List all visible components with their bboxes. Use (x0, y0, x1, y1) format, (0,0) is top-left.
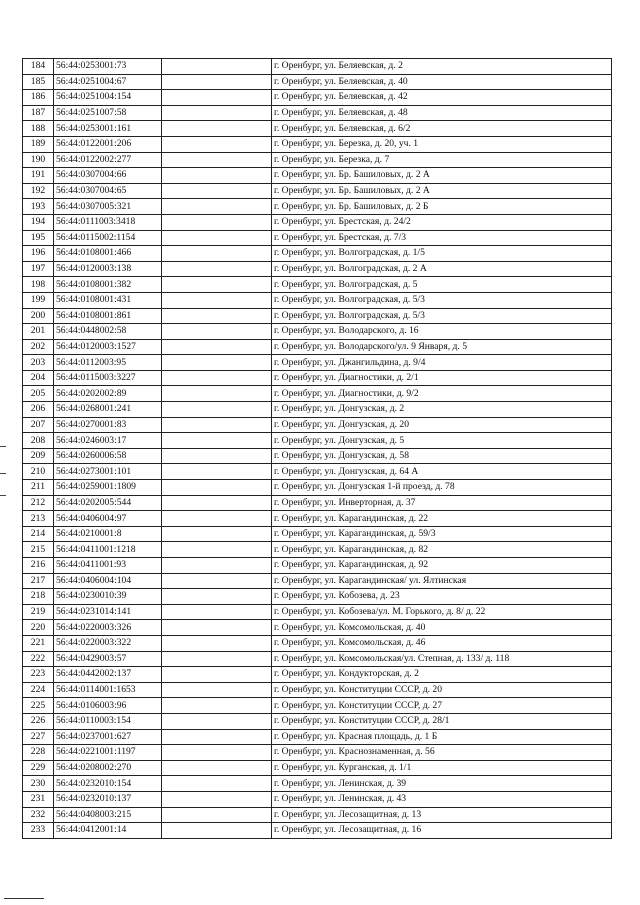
empty-cell (162, 558, 272, 574)
cadastral-number-cell: 56:44:0230010:39 (54, 589, 162, 605)
cadastral-number-cell: 56:44:0237001:627 (54, 729, 162, 745)
table-row (23, 168, 612, 184)
table-row (23, 667, 612, 683)
table-row (23, 526, 612, 542)
table-row (23, 152, 612, 168)
empty-cell (162, 573, 272, 589)
empty-cell (162, 74, 272, 90)
empty-cell (162, 667, 272, 683)
address-cell: г. Оренбург, ул. Карагандинская, д. 92 (272, 558, 612, 574)
address-cell: г. Оренбург, ул. Донгузская 1-й проезд, д. 78 (272, 480, 612, 496)
address-cell: г. Оренбург, ул. Донгузская, д. 2 (272, 402, 612, 418)
scan-edge-mark (0, 446, 6, 447)
table-row (23, 292, 612, 308)
row-number-cell: 227 (23, 729, 54, 745)
row-number-cell: 217 (23, 573, 54, 589)
row-number-cell: 218 (23, 589, 54, 605)
empty-cell (162, 604, 272, 620)
empty-cell (162, 542, 272, 558)
empty-cell (162, 776, 272, 792)
row-number-cell: 201 (23, 324, 54, 340)
empty-cell (162, 105, 272, 121)
row-number-cell: 185 (23, 74, 54, 90)
address-cell: г. Оренбург, ул. Беляевская, д. 48 (272, 105, 612, 121)
cadastral-number-cell: 56:44:0412001:14 (54, 823, 162, 839)
address-cell: г. Оренбург, ул. Березка, д. 7 (272, 152, 612, 168)
empty-cell (162, 121, 272, 137)
empty-cell (162, 402, 272, 418)
empty-cell (162, 183, 272, 199)
table-row (23, 745, 612, 761)
empty-cell (162, 713, 272, 729)
table-row (23, 791, 612, 807)
cadastral-number-cell: 56:44:0110003:154 (54, 713, 162, 729)
cadastral-number-cell: 56:44:0115003:3227 (54, 370, 162, 386)
table-row (23, 183, 612, 199)
cadastral-number-cell: 56:44:0112003:95 (54, 355, 162, 371)
table-row (23, 370, 612, 386)
address-cell: г. Оренбург, ул. Донгузская, д. 20 (272, 417, 612, 433)
cadastral-number-cell: 56:44:0307005:321 (54, 199, 162, 215)
empty-cell (162, 246, 272, 262)
empty-cell (162, 480, 272, 496)
row-number-cell: 193 (23, 199, 54, 215)
address-cell: г. Оренбург, ул. Брестская, д. 24/2 (272, 214, 612, 230)
empty-cell (162, 511, 272, 527)
address-cell: г. Оренбург, ул. Конституции СССР, д. 27 (272, 698, 612, 714)
row-number-cell: 190 (23, 152, 54, 168)
empty-cell (162, 635, 272, 651)
table-row (23, 246, 612, 262)
row-number-cell: 216 (23, 558, 54, 574)
registry-table-body (23, 59, 612, 839)
empty-cell (162, 589, 272, 605)
address-cell: г. Оренбург, ул. Карагандинская, д. 82 (272, 542, 612, 558)
row-number-cell: 203 (23, 355, 54, 371)
cadastral-number-cell: 56:44:0108001:431 (54, 292, 162, 308)
row-number-cell: 199 (23, 292, 54, 308)
empty-cell (162, 199, 272, 215)
cadastral-number-cell: 56:44:0406004:104 (54, 573, 162, 589)
address-cell: г. Оренбург, ул. Инверторная, д. 37 (272, 495, 612, 511)
table-row (23, 74, 612, 90)
table-row (23, 433, 612, 449)
scan-edge-mark (0, 473, 6, 474)
address-cell: г. Оренбург, ул. Диагностики, д. 2/1 (272, 370, 612, 386)
table-row (23, 542, 612, 558)
table-row (23, 604, 612, 620)
row-number-cell: 198 (23, 277, 54, 293)
row-number-cell: 233 (23, 823, 54, 839)
empty-cell (162, 791, 272, 807)
table-row (23, 464, 612, 480)
empty-cell (162, 292, 272, 308)
row-number-cell: 207 (23, 417, 54, 433)
cadastral-number-cell: 56:44:0448002:58 (54, 324, 162, 340)
empty-cell (162, 308, 272, 324)
empty-cell (162, 355, 272, 371)
address-cell: г. Оренбург, ул. Бр. Башиловых, д. 2 А (272, 168, 612, 184)
empty-cell (162, 277, 272, 293)
cadastral-number-cell: 56:44:0429003:57 (54, 651, 162, 667)
empty-cell (162, 448, 272, 464)
address-cell: г. Оренбург, ул. Волгоградская, д. 1/5 (272, 246, 612, 262)
empty-cell (162, 433, 272, 449)
row-number-cell: 209 (23, 448, 54, 464)
row-number-cell: 205 (23, 386, 54, 402)
table-row (23, 729, 612, 745)
empty-cell (162, 464, 272, 480)
row-number-cell: 192 (23, 183, 54, 199)
table-row (23, 511, 612, 527)
table-row (23, 355, 612, 371)
empty-cell (162, 495, 272, 511)
table-row (23, 417, 612, 433)
table-row (23, 760, 612, 776)
cadastral-number-cell: 56:44:0251007:58 (54, 105, 162, 121)
table-row (23, 136, 612, 152)
address-cell: г. Оренбург, ул. Донгузская, д. 64 А (272, 464, 612, 480)
empty-cell (162, 152, 272, 168)
scan-edge-mark (0, 495, 6, 496)
address-cell: г. Оренбург, ул. Красная площадь, д. 1 Б (272, 729, 612, 745)
table-row (23, 230, 612, 246)
cadastral-number-cell: 56:44:0232010:154 (54, 776, 162, 792)
cadastral-number-cell: 56:44:0220003:326 (54, 620, 162, 636)
address-cell: г. Оренбург, ул. Лесозащитная, д. 13 (272, 807, 612, 823)
table-row (23, 823, 612, 839)
address-cell: г. Оренбург, ул. Бр. Башиловых, д. 2 Б (272, 199, 612, 215)
address-cell: г. Оренбург, ул. Беляевская, д. 40 (272, 74, 612, 90)
address-cell: г. Оренбург, ул. Волгоградская, д. 5 (272, 277, 612, 293)
registry-table (22, 58, 612, 839)
row-number-cell: 220 (23, 620, 54, 636)
address-cell: г. Оренбург, ул. Конституции СССР, д. 28/1 (272, 713, 612, 729)
cadastral-number-cell: 56:44:0253001:73 (54, 59, 162, 75)
empty-cell (162, 620, 272, 636)
cadastral-number-cell: 56:44:0108001:861 (54, 308, 162, 324)
address-cell: г. Оренбург, ул. Кобозева/ул. М. Горького, д. 8/ д. 22 (272, 604, 612, 620)
empty-cell (162, 230, 272, 246)
empty-cell (162, 745, 272, 761)
row-number-cell: 196 (23, 246, 54, 262)
row-number-cell: 211 (23, 480, 54, 496)
row-number-cell: 194 (23, 214, 54, 230)
table-row (23, 589, 612, 605)
table-row (23, 620, 612, 636)
row-number-cell: 212 (23, 495, 54, 511)
empty-cell (162, 59, 272, 75)
cadastral-number-cell: 56:44:0208002:270 (54, 760, 162, 776)
address-cell: г. Оренбург, ул. Беляевская, д. 6/2 (272, 121, 612, 137)
cadastral-number-cell: 56:44:0442002:137 (54, 667, 162, 683)
scan-bottom-mark (4, 898, 44, 899)
table-row (23, 324, 612, 340)
table-row (23, 402, 612, 418)
row-number-cell: 204 (23, 370, 54, 386)
cadastral-number-cell: 56:44:0232010:137 (54, 791, 162, 807)
cadastral-number-cell: 56:44:0411001:1218 (54, 542, 162, 558)
address-cell: г. Оренбург, ул. Диагностики, д. 9/2 (272, 386, 612, 402)
table-row (23, 807, 612, 823)
address-cell: г. Оренбург, ул. Донгузская, д. 58 (272, 448, 612, 464)
table-row (23, 651, 612, 667)
address-cell: г. Оренбург, ул. Ленинская, д. 39 (272, 776, 612, 792)
cadastral-number-cell: 56:44:0108001:382 (54, 277, 162, 293)
row-number-cell: 200 (23, 308, 54, 324)
cadastral-number-cell: 56:44:0115002:1154 (54, 230, 162, 246)
cadastral-number-cell: 56:44:0259001:1809 (54, 480, 162, 496)
row-number-cell: 226 (23, 713, 54, 729)
address-cell: г. Оренбург, ул. Бр. Башиловых, д. 2 А (272, 183, 612, 199)
row-number-cell: 223 (23, 667, 54, 683)
table-row (23, 261, 612, 277)
cadastral-number-cell: 56:44:0122002:277 (54, 152, 162, 168)
empty-cell (162, 386, 272, 402)
row-number-cell: 215 (23, 542, 54, 558)
address-cell: г. Оренбург, ул. Беляевская, д. 42 (272, 90, 612, 106)
row-number-cell: 231 (23, 791, 54, 807)
empty-cell (162, 823, 272, 839)
row-number-cell: 222 (23, 651, 54, 667)
cadastral-number-cell: 56:44:0231014:141 (54, 604, 162, 620)
row-number-cell: 184 (23, 59, 54, 75)
row-number-cell: 214 (23, 526, 54, 542)
cadastral-number-cell: 56:44:0251004:154 (54, 90, 162, 106)
table-row (23, 59, 612, 75)
address-cell: г. Оренбург, ул. Карагандинская, д. 59/3 (272, 526, 612, 542)
address-cell: г. Оренбург, ул. Донгузская, д. 5 (272, 433, 612, 449)
empty-cell (162, 261, 272, 277)
table-row (23, 105, 612, 121)
address-cell: г. Оренбург, ул. Беляевская, д. 2 (272, 59, 612, 75)
empty-cell (162, 651, 272, 667)
address-cell: г. Оренбург, ул. Волгоградская, д. 5/3 (272, 308, 612, 324)
cadastral-number-cell: 56:44:0120003:1527 (54, 339, 162, 355)
cadastral-number-cell: 56:44:0106003:96 (54, 698, 162, 714)
cadastral-number-cell: 56:44:0210001:8 (54, 526, 162, 542)
cadastral-number-cell: 56:44:0120003:138 (54, 261, 162, 277)
address-cell: г. Оренбург, ул. Джангильдина, д. 9/4 (272, 355, 612, 371)
cadastral-number-cell: 56:44:0307004:66 (54, 168, 162, 184)
row-number-cell: 191 (23, 168, 54, 184)
row-number-cell: 188 (23, 121, 54, 137)
table-row (23, 776, 612, 792)
address-cell: г. Оренбург, ул. Володарского/ул. 9 Января, д. 5 (272, 339, 612, 355)
row-number-cell: 232 (23, 807, 54, 823)
cadastral-number-cell: 56:44:0273001:101 (54, 464, 162, 480)
empty-cell (162, 136, 272, 152)
empty-cell (162, 90, 272, 106)
row-number-cell: 219 (23, 604, 54, 620)
address-cell: г. Оренбург, ул. Комсомольская/ул. Степная, д. 133/ д. 118 (272, 651, 612, 667)
address-cell: г. Оренбург, ул. Володарского, д. 16 (272, 324, 612, 340)
row-number-cell: 225 (23, 698, 54, 714)
table-row (23, 713, 612, 729)
cadastral-number-cell: 56:44:0202002:89 (54, 386, 162, 402)
row-number-cell: 186 (23, 90, 54, 106)
cadastral-number-cell: 56:44:0260006:58 (54, 448, 162, 464)
empty-cell (162, 417, 272, 433)
cadastral-number-cell: 56:44:0111003:3418 (54, 214, 162, 230)
address-cell: г. Оренбург, ул. Березка, д. 20, уч. 1 (272, 136, 612, 152)
table-row (23, 635, 612, 651)
empty-cell (162, 760, 272, 776)
cadastral-number-cell: 56:44:0202005:544 (54, 495, 162, 511)
address-cell: г. Оренбург, ул. Конституции СССР, д. 20 (272, 682, 612, 698)
cadastral-number-cell: 56:44:0408003:215 (54, 807, 162, 823)
table-row (23, 448, 612, 464)
row-number-cell: 221 (23, 635, 54, 651)
empty-cell (162, 807, 272, 823)
row-number-cell: 202 (23, 339, 54, 355)
table-row (23, 277, 612, 293)
cadastral-number-cell: 56:44:0307004:65 (54, 183, 162, 199)
table-row (23, 698, 612, 714)
empty-cell (162, 168, 272, 184)
cadastral-number-cell: 56:44:0251004:67 (54, 74, 162, 90)
address-cell: г. Оренбург, ул. Волгоградская, д. 5/3 (272, 292, 612, 308)
cadastral-number-cell: 56:44:0114001:1653 (54, 682, 162, 698)
empty-cell (162, 339, 272, 355)
cadastral-number-cell: 56:44:0268001:241 (54, 402, 162, 418)
table-row (23, 480, 612, 496)
row-number-cell: 197 (23, 261, 54, 277)
row-number-cell: 189 (23, 136, 54, 152)
table-row (23, 386, 612, 402)
table-row (23, 573, 612, 589)
empty-cell (162, 729, 272, 745)
address-cell: г. Оренбург, ул. Курганская, д. 1/1 (272, 760, 612, 776)
address-cell: г. Оренбург, ул. Ленинская, д. 43 (272, 791, 612, 807)
row-number-cell: 206 (23, 402, 54, 418)
row-number-cell: 187 (23, 105, 54, 121)
table-row (23, 199, 612, 215)
empty-cell (162, 324, 272, 340)
cadastral-number-cell: 56:44:0406004:97 (54, 511, 162, 527)
row-number-cell: 195 (23, 230, 54, 246)
row-number-cell: 230 (23, 776, 54, 792)
cadastral-number-cell: 56:44:0270001:83 (54, 417, 162, 433)
table-row (23, 121, 612, 137)
table-row (23, 308, 612, 324)
table-row (23, 90, 612, 106)
address-cell: г. Оренбург, ул. Комсомольская, д. 46 (272, 635, 612, 651)
address-cell: г. Оренбург, ул. Комсомольская, д. 40 (272, 620, 612, 636)
address-cell: г. Оренбург, ул. Волгоградская, д. 2 А (272, 261, 612, 277)
table-row (23, 214, 612, 230)
table-row (23, 558, 612, 574)
cadastral-number-cell: 56:44:0108001:466 (54, 246, 162, 262)
address-cell: г. Оренбург, ул. Кобозева, д. 23 (272, 589, 612, 605)
address-cell: г. Оренбург, ул. Карагандинская/ ул. Ялтинская (272, 573, 612, 589)
empty-cell (162, 698, 272, 714)
empty-cell (162, 370, 272, 386)
cadastral-number-cell: 56:44:0220003:322 (54, 635, 162, 651)
row-number-cell: 224 (23, 682, 54, 698)
address-cell: г. Оренбург, ул. Карагандинская, д. 22 (272, 511, 612, 527)
cadastral-number-cell: 56:44:0253001:161 (54, 121, 162, 137)
row-number-cell: 208 (23, 433, 54, 449)
cadastral-number-cell: 56:44:0122001:206 (54, 136, 162, 152)
empty-cell (162, 682, 272, 698)
address-cell: г. Оренбург, ул. Лесозащитная, д. 16 (272, 823, 612, 839)
address-cell: г. Оренбург, ул. Краснознаменная, д. 56 (272, 745, 612, 761)
cadastral-number-cell: 56:44:0246003:17 (54, 433, 162, 449)
empty-cell (162, 214, 272, 230)
row-number-cell: 229 (23, 760, 54, 776)
cadastral-number-cell: 56:44:0411001:93 (54, 558, 162, 574)
row-number-cell: 210 (23, 464, 54, 480)
cadastral-number-cell: 56:44:0221001:1197 (54, 745, 162, 761)
table-row (23, 682, 612, 698)
table-row (23, 495, 612, 511)
row-number-cell: 213 (23, 511, 54, 527)
empty-cell (162, 526, 272, 542)
address-cell: г. Оренбург, ул. Кондукторская, д. 2 (272, 667, 612, 683)
table-row (23, 339, 612, 355)
address-cell: г. Оренбург, ул. Брестская, д. 7/3 (272, 230, 612, 246)
row-number-cell: 228 (23, 745, 54, 761)
